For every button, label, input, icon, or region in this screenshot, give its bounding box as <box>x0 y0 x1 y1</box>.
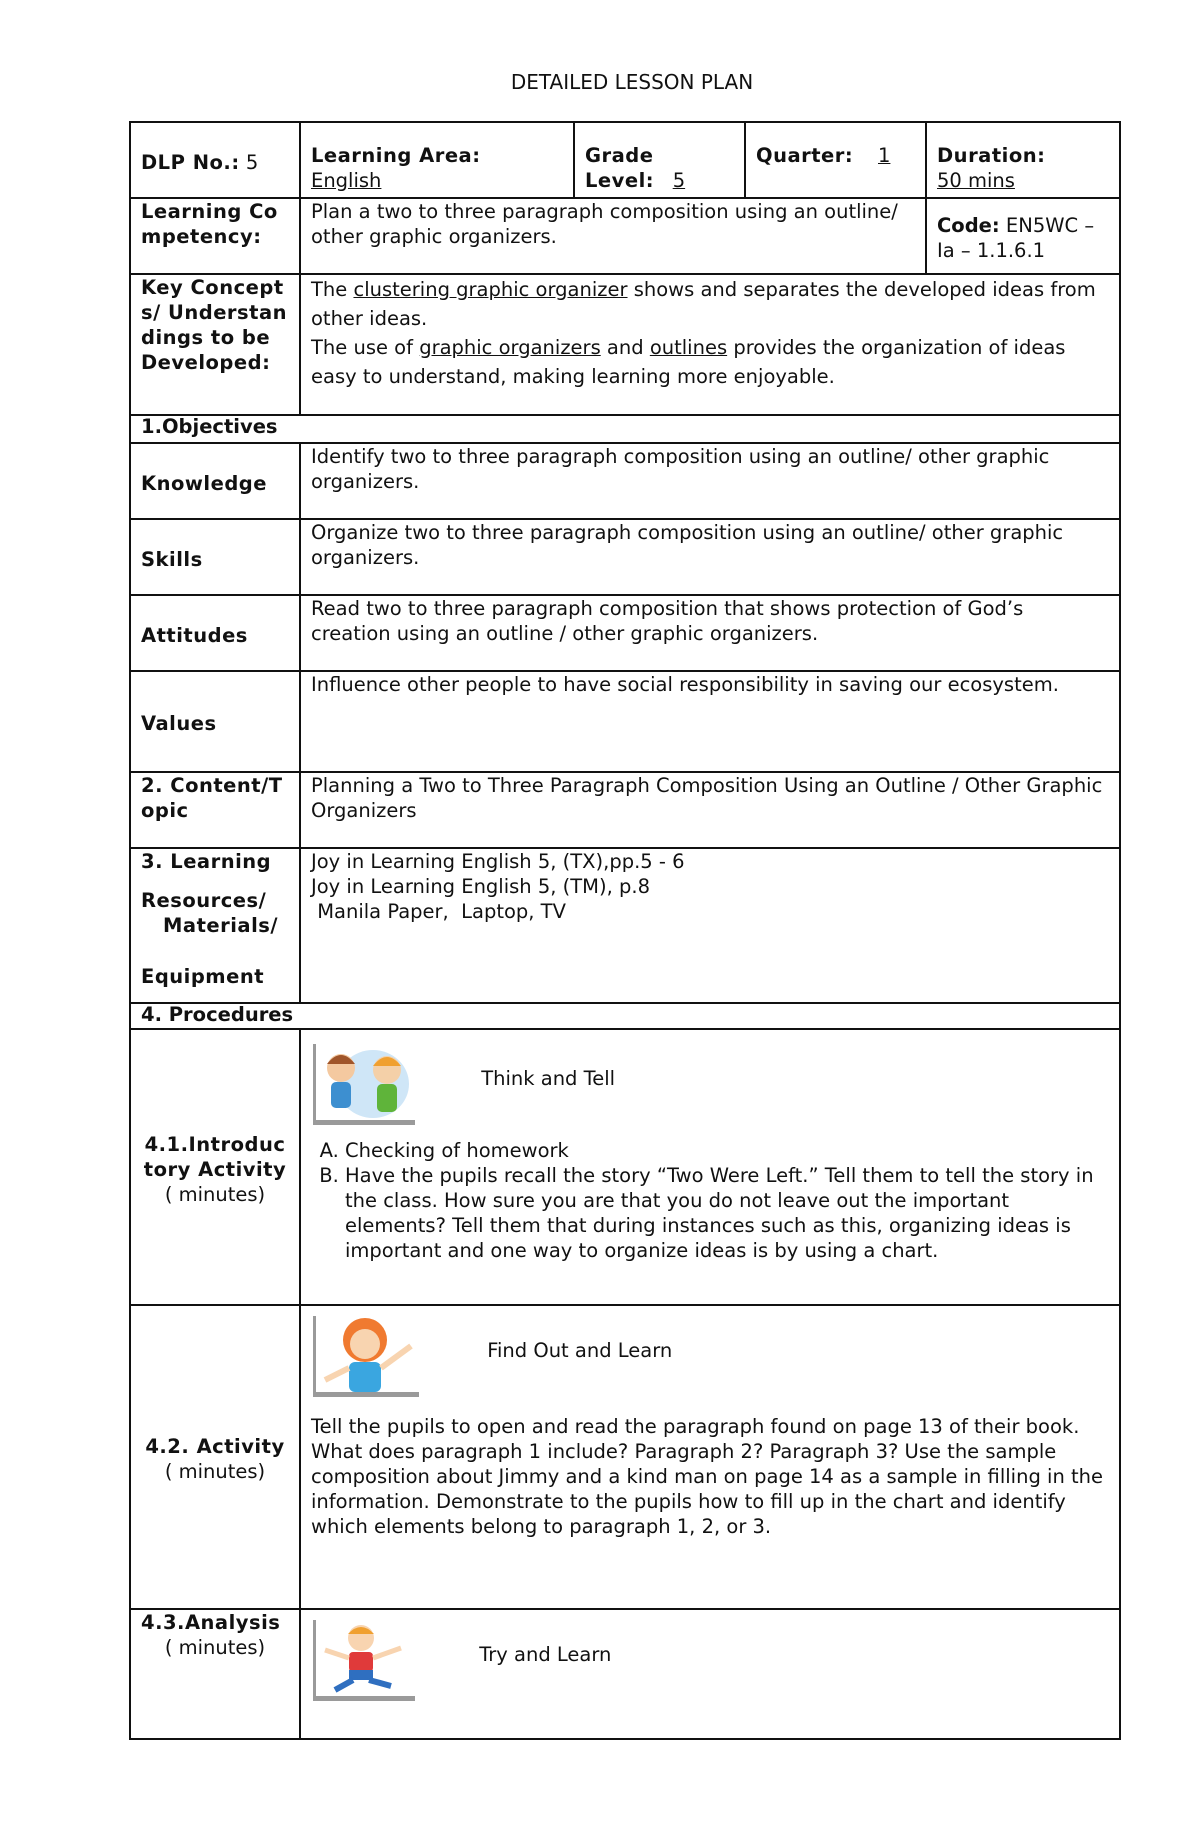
values-label: Values <box>130 671 300 772</box>
activity-heading: Find Out and Learn <box>487 1339 673 1362</box>
competency-row <box>130 198 1120 274</box>
intro-label: 4.1.Introductory Activity <box>143 1132 287 1181</box>
resources-label-2: Resources/ <box>141 889 267 912</box>
competency-text: Plan a two to three paragraph composition using an outline/ other graphic organizers. <box>300 198 926 274</box>
boy-jumping-icon <box>311 1620 417 1708</box>
resource-item: Joy in Learning English 5, (TX),pp.5 - 6 <box>311 850 685 873</box>
code-label: Code: <box>937 214 1000 237</box>
text: and <box>600 336 650 359</box>
key-concepts-row <box>130 274 1120 415</box>
resources-label <box>130 848 300 1003</box>
intro-content <box>300 1029 1120 1305</box>
quarter-label: Quarter: <box>756 144 854 167</box>
duration-cell <box>926 122 1120 198</box>
grade-label: Grade Level: <box>585 144 655 192</box>
duration-label: Duration: <box>937 144 1046 167</box>
intro-heading: Think and Tell <box>481 1067 616 1090</box>
key-concept-1 <box>311 275 1109 333</box>
activity-label: 4.2. Activity <box>145 1435 285 1458</box>
text: shows and separates the developed ideas from other ideas. <box>311 278 1096 330</box>
values-text: Influence other people to have social responsibility in saving our ecosystem. <box>300 671 1120 772</box>
key-concepts-label: Key Concepts/ Understandings to be Developed: <box>130 274 300 415</box>
underlined-term: clustering graphic organizer <box>353 278 628 301</box>
lesson-plan-table <box>129 121 1121 1740</box>
area-cell <box>300 122 574 198</box>
skills-text: Organize two to three paragraph composition using an outline/ other graphic organizers. <box>300 519 1120 595</box>
knowledge-label: Knowledge <box>130 443 300 519</box>
attitudes-text: Read two to three paragraph composition that shows protection of God’s creation using an outline / other graphic organizers. <box>300 595 1120 671</box>
dlp-value: 5 <box>245 150 259 174</box>
resources-label-3: Materials/ <box>163 914 278 937</box>
grade-cell <box>574 122 745 198</box>
activity-content <box>300 1305 1120 1609</box>
content-label: 2. Content/Topic <box>130 772 300 848</box>
analysis-heading: Try and Learn <box>479 1643 612 1666</box>
header-row <box>130 122 1120 198</box>
text: The <box>311 278 354 301</box>
activity-text: Tell the pupils to open and read the paragraph found on page 13 of their book. What does paragraph 1 include? Paragraph 2? Paragraph 3? Use the sample composition about Jimmy and a kind man on page 14 as a sample in filling in the information. Demonstrate to the pupils how to fill up in the chart and identify which elements belong to paragraph 1, 2, or 3. <box>311 1415 1103 1538</box>
intro-label-cell <box>130 1029 300 1305</box>
code-cell <box>926 198 1120 274</box>
document-title: DETAILED LESSON PLAN <box>510 70 754 94</box>
skills-label: Skills <box>130 519 300 595</box>
two-boys-talking-icon <box>311 1044 417 1132</box>
underlined-term: graphic organizers <box>419 336 601 359</box>
resource-item: Joy in Learning English 5, (TM), p.8 <box>311 875 650 898</box>
knowledge-text: Identify two to three paragraph composition using an outline/ other graphic organizers. <box>300 443 1120 519</box>
area-value: English <box>311 169 382 192</box>
analysis-label-cell <box>130 1609 300 1739</box>
resource-item: Manila Paper, Laptop, TV <box>311 900 566 923</box>
analysis-content <box>300 1609 1120 1739</box>
activity-label-cell <box>130 1305 300 1609</box>
activity-minutes: ( minutes) <box>164 1460 266 1483</box>
objectives-heading: 1.Objectives <box>130 415 1120 443</box>
girl-waving-icon <box>311 1316 421 1404</box>
duration-value: 50 mins <box>937 169 1015 192</box>
intro-list <box>311 1138 1109 1263</box>
resources-list <box>300 848 1120 1003</box>
quarter-value: 1 <box>878 144 891 167</box>
analysis-label: 4.3.Analysis <box>141 1611 281 1634</box>
content-text: Planning a Two to Three Paragraph Composition Using an Outline / Other Graphic Organizers <box>300 772 1120 848</box>
resources-label-1: 3. Learning <box>141 850 272 873</box>
text: provides the organization of ideas easy to understand, making learning more enjoyable. <box>311 336 1066 388</box>
intro-minutes: ( minutes) <box>164 1182 266 1206</box>
attitudes-label: Attitudes <box>130 595 300 671</box>
dlp-label: DLP No.: <box>141 150 240 174</box>
grade-value: 5 <box>672 169 686 192</box>
dlp-cell <box>130 122 300 198</box>
underlined-term: outlines <box>649 336 728 359</box>
code-value: EN5WC – Ia – 1.1.6.1 <box>937 214 1095 262</box>
intro-list-item: B. Have the pupils recall the story “Two Were Left.” Tell them to tell the story in the class. How sure you are that you do not leave out the important elements? Tell them that during instances such as this, organizing ideas is important and one way to organize ideas is by using a chart. <box>345 1163 1109 1263</box>
intro-list-item: A. Checking of homework <box>345 1138 1109 1163</box>
analysis-minutes: ( minutes) <box>164 1636 266 1659</box>
quarter-cell <box>745 122 926 198</box>
area-label: Learning Area: <box>311 144 481 167</box>
key-concept-2 <box>311 333 1109 391</box>
key-concepts-text <box>300 274 1120 415</box>
competency-label: Learning Competency: <box>130 198 300 274</box>
resources-label-4: Equipment <box>141 965 265 988</box>
procedures-heading: 4. Procedures <box>130 1003 1120 1029</box>
text: The use of <box>311 336 420 359</box>
